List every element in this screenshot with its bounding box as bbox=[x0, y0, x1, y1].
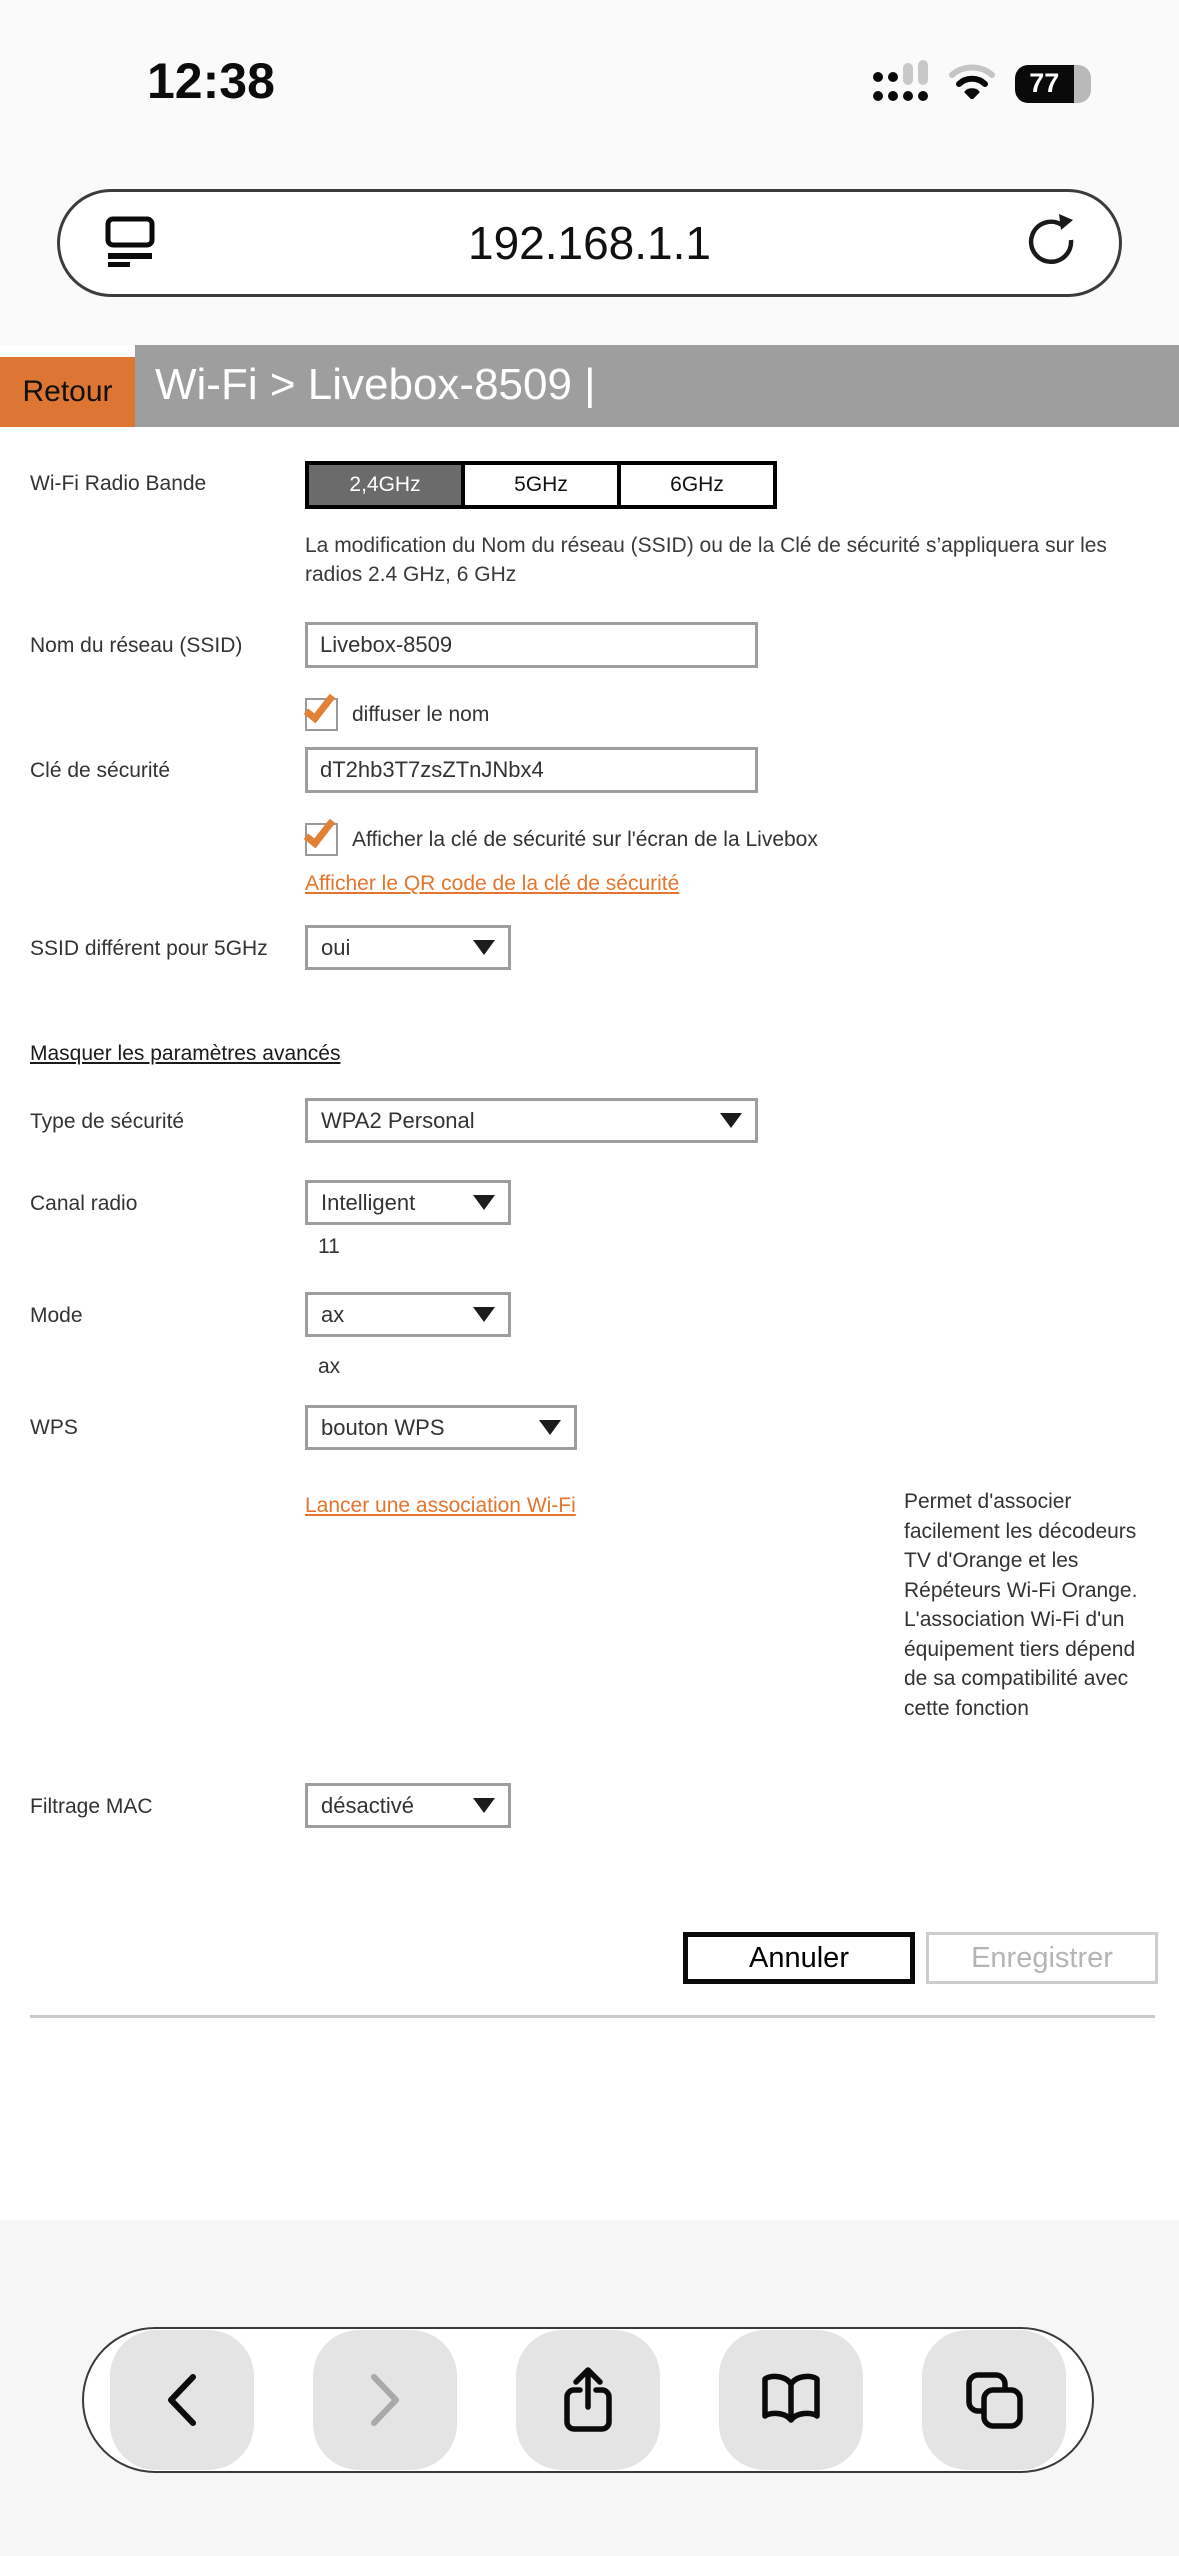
page-format-icon[interactable] bbox=[104, 215, 156, 272]
wps-label: WPS bbox=[30, 1416, 78, 1439]
show-key-row bbox=[305, 823, 818, 856]
ssid-5ghz-label: SSID différent pour 5GHz bbox=[30, 937, 268, 960]
reload-icon[interactable] bbox=[1023, 213, 1075, 274]
mac-filter-label: Filtrage MAC bbox=[30, 1795, 153, 1818]
mac-filter-value: désactivé bbox=[321, 1792, 414, 1818]
back-button[interactable]: Retour bbox=[0, 357, 135, 427]
channel-current-value: 11 bbox=[318, 1235, 340, 1258]
security-key-input[interactable] bbox=[305, 747, 758, 793]
wifi-association-link[interactable]: Lancer une association Wi-Fi bbox=[305, 1494, 576, 1517]
checkmark-icon bbox=[304, 689, 336, 723]
safari-top-chrome bbox=[0, 0, 1179, 345]
bookmarks-button[interactable] bbox=[719, 2330, 863, 2470]
broadcast-checkbox-label: diffuser le nom bbox=[352, 702, 490, 726]
book-icon bbox=[758, 2371, 824, 2429]
ssid-change-note: La modification du Nom du réseau (SSID) ou de la Clé de sécurité s’appliquera sur les radios 2.4 GHz, 6 GHz bbox=[305, 534, 1107, 586]
bottom-divider bbox=[30, 2015, 1155, 2018]
advanced-settings-toggle[interactable]: Masquer les paramètres avancés bbox=[30, 1042, 341, 1065]
share-button[interactable] bbox=[516, 2330, 660, 2470]
mode-select[interactable] bbox=[305, 1292, 511, 1337]
tabs-icon bbox=[963, 2369, 1025, 2431]
association-help-text: Permet d'associer facilement les décodeurs TV d'Orange et les Répéteurs Wi-Fi Orange. L'association Wi-Fi d'un équipement tiers dépend de sa compatibilité avec cette fonction bbox=[904, 1490, 1138, 1720]
chevron-down-icon bbox=[539, 1420, 561, 1435]
chevron-down-icon bbox=[473, 1798, 495, 1813]
security-type-select[interactable] bbox=[305, 1098, 758, 1143]
tab-6ghz[interactable]: 6GHz bbox=[617, 465, 773, 505]
channel-select[interactable] bbox=[305, 1180, 511, 1225]
battery-icon bbox=[1015, 65, 1091, 103]
tab-2-4ghz[interactable]: 2,4GHz bbox=[309, 465, 461, 505]
safari-toolbar bbox=[82, 2327, 1094, 2473]
mac-filter-select[interactable] bbox=[305, 1783, 511, 1828]
mode-current-value: ax bbox=[318, 1355, 341, 1378]
security-key-label: Clé de sécurité bbox=[30, 759, 171, 782]
security-type-label: Type de sécurité bbox=[30, 1110, 185, 1133]
url-text[interactable]: 192.168.1.1 bbox=[467, 217, 711, 269]
security-type-value: WPA2 Personal bbox=[321, 1107, 475, 1133]
show-key-checkbox-label: Afficher la clé de sécurité sur l'écran de la Livebox bbox=[352, 827, 818, 851]
chevron-right-icon bbox=[364, 2371, 406, 2429]
chevron-left-icon bbox=[161, 2371, 203, 2429]
save-button[interactable]: Enregistrer bbox=[926, 1932, 1158, 1984]
broadcast-checkbox[interactable] bbox=[305, 698, 338, 731]
battery-percent: 77 bbox=[1029, 68, 1060, 98]
mode-label: Mode bbox=[30, 1304, 83, 1327]
show-key-checkbox[interactable] bbox=[305, 823, 338, 856]
radio-band-label: Wi-Fi Radio Bande bbox=[30, 472, 207, 495]
checkmark-icon bbox=[304, 814, 336, 848]
channel-value: Intelligent bbox=[321, 1189, 416, 1215]
mode-value: ax bbox=[321, 1301, 345, 1327]
ssid-5ghz-value: oui bbox=[321, 934, 351, 960]
share-icon bbox=[559, 2365, 617, 2435]
status-icons bbox=[871, 60, 1091, 107]
chevron-down-icon bbox=[473, 940, 495, 955]
ssid-label: Nom du réseau (SSID) bbox=[30, 634, 243, 657]
chevron-down-icon bbox=[720, 1113, 742, 1128]
tab-5ghz[interactable]: 5GHz bbox=[461, 465, 617, 505]
tabs-button[interactable] bbox=[922, 2330, 1066, 2470]
ssid-input[interactable] bbox=[305, 622, 758, 668]
band-tabs bbox=[305, 461, 777, 509]
qr-code-link[interactable]: Afficher le QR code de la clé de sécurité bbox=[305, 872, 680, 895]
wifi-icon bbox=[949, 63, 995, 104]
url-bar[interactable] bbox=[57, 189, 1122, 297]
back-nav-button[interactable] bbox=[110, 2330, 254, 2470]
safari-bottom-chrome bbox=[0, 2220, 1179, 2556]
wps-select[interactable] bbox=[305, 1405, 577, 1450]
ssid-5ghz-select[interactable] bbox=[305, 925, 511, 970]
cancel-button[interactable]: Annuler bbox=[683, 1932, 915, 1984]
channel-label: Canal radio bbox=[30, 1192, 138, 1215]
status-time: 12:38 bbox=[147, 53, 275, 109]
chevron-down-icon bbox=[473, 1307, 495, 1322]
forward-nav-button[interactable] bbox=[313, 2330, 457, 2470]
chevron-down-icon bbox=[473, 1195, 495, 1210]
cellular-signal-icon bbox=[871, 60, 929, 107]
page-title: Wi-Fi > Livebox-8509 | bbox=[155, 360, 596, 409]
broadcast-ssid-row bbox=[305, 698, 489, 731]
wps-value: bouton WPS bbox=[321, 1414, 445, 1440]
